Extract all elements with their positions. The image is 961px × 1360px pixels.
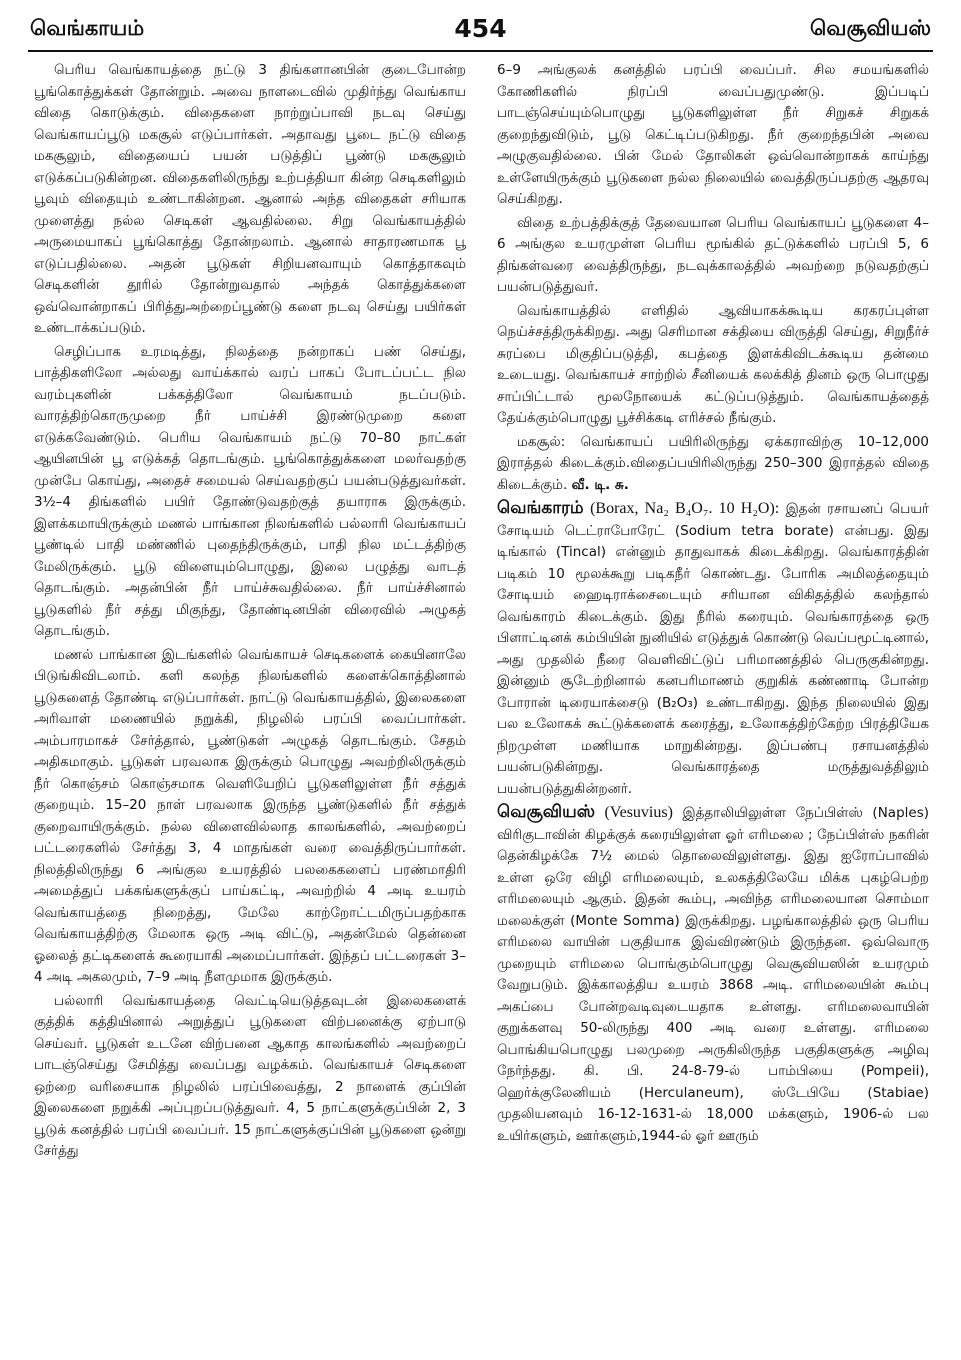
paragraph: செழிப்பாக உரமடித்து, நிலத்தை நன்றாகப் பண் செய்து, பாத்திகளிலோ அல்லது வாய்க்கால் வரப் பாகப் போடப்பட்ட நில வரம்புகளின் பக்கத்திலோ வெங்காயம் நடப்படும். வாரத்திற்கொருமுறை நீர் பாய்ச்சி இரண்டுமுறை களை எடுக்கவேண்டும். பெரிய வெங்காயம் நட்டு 70–80 நாட்கள் ஆயினபின் பூ எடுக்கத் தொடங்கும். பூங்கொத்துக்களை மலர்வதற்கு முன்பே கொய்து, அதைச் சமையல் செய்வதற்குப் பயன்படுத்துவர்கள். 3½–4 திங்களில் பயிர் தோண்டுவதற்குத் தயாராக இருக்கும். இளக்கமாயிருக்கும் மணல் பாங்கான நிலங்களில் பல்லாரி வெங்காயப் பூண்டில் பாதி மண்ணில் புதைந்திருக்கும், பாதி நில மட்டத்திற்கு மேலிருக்கும். பூடு விளையும்பொழுது, இலை பழுத்து வாடத் தொடங்கும். அதன்பின் நீர் பாய்ச்சுவதில்லை. நீர் பாய்ச்சினால் பூடுகளில் நீர் சத்து மிகுந்து, தோண்டினபின் விரைவில் அழுகத் தொடங்கும். — [34, 343, 466, 639]
borax-body: இதன் ரசாயனப் பெயர் சோடியம் டெட்ராபோரேட் (Sodium tetra borate) என்பது. இது டிங்கால் (Tincal) என்னும் தாதுவாகக் கிடைக்கிறது. வெங்காரத்தின் படிகம் 10 மூலக்கூறு படிகநீர் கொண்டது. போரிக அமிலத்தையும் சோடியம் ஹைடிராக்சைடையும் சரியான விகிதத்தில் கலந்தால் வெங்காரம் கிடைக்கும். இது நீரில் கரையும். வெங்காரத்தை ஒரு பிளாட்டினக் கம்பியின் நுனியில் எடுத்துக் கொண்டு வெப்பமூட்டினால், அது முதலில் நீரை வெளிவிட்டுப் பரிமாணத்தில் பெருகுகின்றது. இன்னும் சூடேற்றினால் கனபரிமாணம் குறுகிக் கண்ணாடி போன்ற போரான் டிரையாக்சைடு (B₂O₃) உண்டாகிறது. இந்த நிலையில் இது பல உலோகக் கூட்டுக்களைக் கரைத்து, உலோகத்திற்கேற்ற பிரத்தியேக நிறமுள்ள மணியாக மாறுகின்றது. இப்பண்பு ரசாயனத்தில் பயன்படுகின்றது. வெங்காரத்தை மருத்துவத்திலும் பயன்படுத்துகின்றனர். — [497, 501, 929, 797]
entry-vesuvius — [497, 802, 929, 1147]
page-header — [30, 14, 931, 48]
harvest-paragraph — [497, 432, 929, 497]
paragraph: 6–9 அங்குலக் கனத்தில் பரப்பி வைப்பர். சில சமயங்களில் கோணிகளில் நிரப்பி வைப்பதுமுண்டு. இப்படிப் பாடஞ்செய்யும்பொழுது பூடுகளிலுள்ள நீர் சிறுகச் சிறுகக் குறைந்துவிடும், பூடு கெட்டிப்படுகிறது. நீர் குறைந்தபின் அவை அழுகுவதில்லை. பின் மேல் தோலிகள் ஒவ்வொன்றாகக் காய்ந்து உள்ளேயிருக்கும் பூடுகளை நல்ல நிலையில் வைத்திருப்பதற்கு ஆதரவு செய்கிறது. — [497, 62, 929, 207]
header-rule — [28, 50, 933, 52]
author-signature: வீ. டி. சு. — [571, 476, 629, 493]
paragraph: விதை உற்பத்திக்குத் தேவையான பெரிய வெங்காயப் பூடுகளை 4–6 அங்குல உயரமுள்ள பெரிய மூங்கில் தட்டுக்களில் பரப்பி 5, 6 திங்கள்வரை வைத்திருந்து, நடவுக்காலத்தில் அவற்றை நடுவதற்குப் பயன்படுத்துவர். — [497, 214, 929, 295]
paragraph: வெங்காயத்தில் எளிதில் ஆவியாகக்கூடிய கரகரப்புள்ள நெய்ச்சத்திருக்கிறது. அது செரிமான சக்தியை விருத்தி செய்து, சிறுநீர்ச் சுரப்பை மிகுதிப்படுத்தி, கபத்தை இளக்கிவிடக்கூடிய தன்மை உடையது. வெங்காயச் சாற்றில் சீனியைக் கலக்கித் தினம் ஒரு பொழுது சாப்பிட்டால் மூலநோயைக் கட்டுப்படுத்தும். வெங்காயத்தைத் தேய்க்கும்பொழுது பூச்சிக்கடி எரிச்சல் நீங்கும். — [497, 302, 929, 426]
borax-formula: (Borax, Na₂ B₄O₇. 10 H₂O): — [590, 500, 780, 517]
running-head-right: வெசூவியஸ் — [810, 16, 931, 40]
left-column — [34, 60, 466, 1352]
paragraph: பல்லாரி வெங்காயத்தை வெட்டியெடுத்தவுடன் இலைகளைக் குத்திக் கத்தியினால் அறுத்துப் பூடுகளை விற்பனைக்கு ஏற்பாடு செய்வர். பூடுகள் உடனே விற்பனை ஆகாத காலங்களில் அவற்றைப் பாடஞ்செய்து சேமித்து வைப்பது வழக்கம். வெங்காயச் செடிகளை ஒற்றை வரிசையாக நிழலில் பரப்பிவைத்து, 2 நாளைக் குப்பின் இலைகளை நறுக்கி அப்புறப்படுத்துவர். 4, 5 நாட்களுக்குப்பின் 2, 3 பூடுக் கனத்தில் பரப்பி வைப்பர். 15 நாட்களுக்குப்பின் பூடுகளை ஒன்று சேர்த்து — [34, 992, 466, 1159]
paragraph: பெரிய வெங்காயத்தை நட்டு 3 திங்களானபின் குடைபோன்ற பூங்கொத்துக்கள் தோன்றும். அவை நாளடைவில் முதிர்ந்து வெங்காய விதை கொடுக்கும். விதைகளை நாற்றுப்பாவி நடவு செய்து வெங்காயப்பூடு மகசூல் எடுப்பார்கள். அதாவது பூடை நட்டு விதை மகசூலும், விதையைப் பயன் படுத்திப் பூண்டு மகசூலும் எடுக்கப்படுகின்றன. விதைகளிலிருந்து உற்பத்தியா கின்ற செடிகளிலும் பூவும் விதையும் உண்டாகின்றன. ஆனால் அந்த விதைகள் சரியாக முளைத்து நல்ல செடிகள் ஆவதில்லை. சிறு வெங்காயத்தில் அருமையாகப் பூங்கொத்து தோன்றலாம். ஆனால் சாதாரணமாக பூ எடுப்பதில்லை. அதன் பூடுகள் சிறியனவாயும் கொத்தாகவும் செடிகளின் தூரில் தோன்றுவதால் அந்தக் கொத்துக்களை ஒவ்வொன்றாகப் பிரித்துஅற்றைப்பூண்டு களை நடவு செய்து பயிர்கள் உண்டாக்கப்படும். — [34, 62, 466, 336]
paragraph: மணல் பாங்கான இடங்களில் வெங்காயச் செடிகளைக் கையினாலே பிடுங்கிவிடலாம். களி கலந்த நிலங்களில் களைக்கொத்தினால் பூடுகளைத் தோண்டி எடுப்பார்கள். நாட்டு வெங்காயத்தில், இலைகளை அரிவாள் மணையில் நறுக்கி, நிழலில் பரப்பி வைப்பார்கள். அம்பாரமாகச் சேர்த்தால், பூண்டுகள் அழுகத் தொடங்கும். சேதம் அதிகமாகும். பூடுகள் பரவலாக இருக்கும் பொழுது அவற்றிலிருக்கும் நீர் கொஞ்சம் கொஞ்சமாக வெளியேறிப் பூடுகளிலுள்ள நீர் சத்துக் குறையும். 15–20 நாள் பரவலாக இருந்த பூண்டுகளில் நீர் சத்துக் குறைவாயிருக்கும். நல்ல விளைவில்லாத காலங்களில், அவற்றைப் பட்டரைகளில் சேர்த்து 3, 4 மாதங்கள் வரை வைத்திருப்பார்கள். நிலத்திலிருந்து 6 அங்குல உயரத்தில் பலகைகளைப் பரண்மாதிரி அமைத்துப் பக்கங்களுக்குப் பாய்கட்டி, அவற்றில் 4 அடி உயரம் வெங்காயத்தை நிறைத்து, மேலே காற்றோட்டமிருப்பதற்காக வெங்காயத்திற்கு மேலாக ஒரு அடி விட்டு, அதன்மேல் தென்னை ஓலைத் தட்டிகளைக் கூரையாகி அமைப்பார்கள். இந்தப் பட்டரைகள் 3–4 அடி அகலமும், 7–9 அடி நீளமுமாக இருக்கும். — [34, 646, 466, 985]
entry-term-borax: வெங்காரம் — [497, 498, 584, 518]
entry-borax — [497, 498, 929, 800]
vesuvius-latin: (Vesuvius) — [604, 804, 673, 821]
harvest-text: மகசூல்: வெங்காயப் பயிரிலிருந்து ஏக்கராவிற்கு 10–12,000 இராத்தல் கிடைக்கும்.விதைப்பயிரிலிருந்து 250–300 இராத்தல் விதை கிடைக்கும். — [497, 433, 929, 493]
vesuvius-body: இத்தாலியிலுள்ள நேப்பிள்ஸ் (Naples) விரிகுடாவின் கிழக்குக் கரையிலுள்ள ஓர் எரிமலை ; நேப்பிள்ஸ் நகரின் தென்கிழக்கே 7½ மைல் தொலைவிலுள்ளது. இது ஐரோப்பாவில் உள்ள ஒரே விழி எரிமலையும், உலகத்திலேயே மிக்க புகழ்பெற்ற எரிமலையும் ஆகும். இதன் கூம்பு, அவிந்த எரிமலையான சொம்மா மலைக்குள் (Monte Somma) இருக்கிறது. பழங்காலத்தில் ஒரு பெரிய எரிமலை வாயின் பகுதியாக இவ்விரண்டும் இருந்தன. ஒவ்வொரு முறையும் எரிமலை பொங்கும்பொழுது வெசூவியஸின் உயரமும் வேறுபடும். இக்காலத்திய உயரம் 3868 அடி. எரிமலையின் கூம்பு அகப்பை போன்றவடிவுடையதாக உள்ளது. எரிமலைவாயின் குறுக்களவு 50-லிருந்து 400 அடி வரை உள்ளது. எரிமலை பொங்கியபொழுது பலமுறை அருகிலிருந்த பகுதிகளுக்கு அழிவு நேர்ந்தது. கி. பி. 24-8-79-ல் பாம்பியை (Pompeii), ஹெர்க்குலேனியம் (Herculaneum), ஸ்டேபியே (Stabiae) முதலியனவும் 16-12-1631-ல் 18,000 மக்களும், 1906-ல் பல உயிர்களும், ஊர்களும்,1944-ல் ஓர் ஊரும் — [497, 805, 929, 1144]
right-column — [497, 60, 929, 1352]
page-number: 454 — [454, 14, 507, 43]
entry-term-vesuvius: வெசூவியஸ் — [497, 802, 595, 822]
running-head-left: வெங்காயம் — [30, 16, 145, 40]
